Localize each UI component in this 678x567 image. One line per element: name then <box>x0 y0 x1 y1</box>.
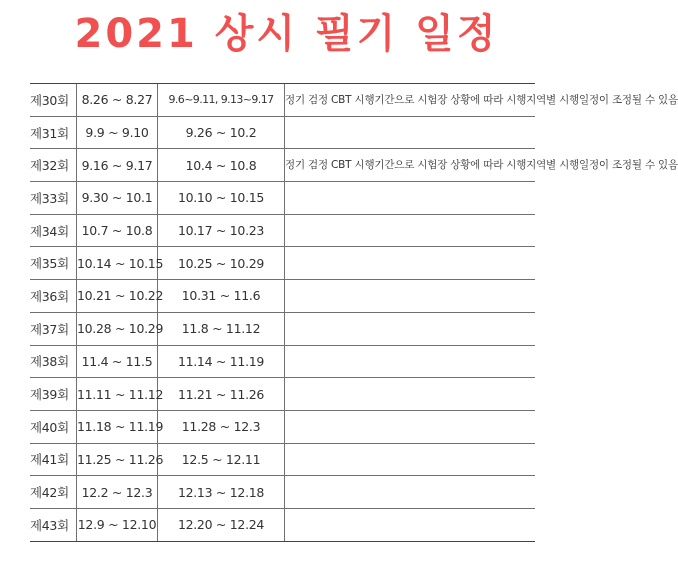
note-cell <box>285 378 536 411</box>
exam-period-cell: 9.6~9.11, 9.13~9.17 <box>158 84 285 117</box>
round-cell: 제39회 <box>30 378 77 411</box>
application-period-cell: 12.2 ~ 12.3 <box>77 476 158 509</box>
table-row <box>30 378 535 411</box>
table-row <box>30 312 535 345</box>
round-cell: 제36회 <box>30 280 77 313</box>
note-cell: 정기 검정 CBT 시행기간으로 시험장 상황에 따라 시행지역별 시행일정이 조정될 수 있음 <box>285 84 536 117</box>
page-title: 2021 상시 필기 일정 <box>74 11 499 57</box>
note-cell <box>285 182 536 215</box>
exam-period-cell: 12.20 ~ 12.24 <box>158 508 285 541</box>
note-cell <box>285 116 536 149</box>
table-row <box>30 476 535 509</box>
exam-period-cell: 10.31 ~ 11.6 <box>158 280 285 313</box>
note-cell <box>285 345 536 378</box>
exam-period-cell: 12.13 ~ 12.18 <box>158 476 285 509</box>
application-period-cell: 9.9 ~ 9.10 <box>77 116 158 149</box>
round-cell: 제40회 <box>30 410 77 443</box>
exam-schedule-body <box>30 84 678 542</box>
application-period-cell: 10.14 ~ 10.15 <box>77 247 158 280</box>
round-cell: 제43회 <box>30 508 77 541</box>
exam-period-cell: 10.4 ~ 10.8 <box>158 149 285 182</box>
exam-period-cell: 12.5 ~ 12.11 <box>158 443 285 476</box>
table-row <box>30 182 535 215</box>
application-period-cell: 10.7 ~ 10.8 <box>77 214 158 247</box>
exam-period-cell: 11.28 ~ 12.3 <box>158 410 285 443</box>
exam-period-cell: 11.14 ~ 11.19 <box>158 345 285 378</box>
note-cell <box>285 247 536 280</box>
exam-schedule-table <box>30 83 678 542</box>
application-period-cell: 8.26 ~ 8.27 <box>77 84 158 117</box>
note-cell <box>285 443 536 476</box>
round-cell: 제30회 <box>30 84 77 117</box>
application-period-cell: 11.4 ~ 11.5 <box>77 345 158 378</box>
round-cell: 제42회 <box>30 476 77 509</box>
round-cell: 제32회 <box>30 149 77 182</box>
table-row <box>30 116 535 149</box>
note-cell <box>285 214 536 247</box>
exam-period-cell: 10.17 ~ 10.23 <box>158 214 285 247</box>
note-cell <box>285 410 536 443</box>
round-cell: 제41회 <box>30 443 77 476</box>
application-period-cell: 12.9 ~ 12.10 <box>77 508 158 541</box>
table-row <box>30 149 535 182</box>
note-cell: 정기 검정 CBT 시행기간으로 시험장 상황에 따라 시행지역별 시행일정이 조정될 수 있음 <box>285 149 536 182</box>
application-period-cell: 10.28 ~ 10.29 <box>77 312 158 345</box>
note-cell <box>285 476 536 509</box>
table-row <box>30 345 535 378</box>
application-period-cell: 9.30 ~ 10.1 <box>77 182 158 215</box>
application-period-cell: 11.25 ~ 11.26 <box>77 443 158 476</box>
note-cell <box>285 312 536 345</box>
round-cell: 제37회 <box>30 312 77 345</box>
round-cell: 제33회 <box>30 182 77 215</box>
exam-period-cell: 10.25 ~ 10.29 <box>158 247 285 280</box>
round-cell: 제35회 <box>30 247 77 280</box>
application-period-cell: 10.21 ~ 10.22 <box>77 280 158 313</box>
table-row <box>30 508 535 541</box>
round-cell: 제31회 <box>30 116 77 149</box>
exam-period-cell: 11.8 ~ 11.12 <box>158 312 285 345</box>
note-cell <box>285 280 536 313</box>
round-cell: 제34회 <box>30 214 77 247</box>
application-period-cell: 9.16 ~ 9.17 <box>77 149 158 182</box>
note-cell <box>285 508 536 541</box>
application-period-cell: 11.18 ~ 11.19 <box>77 410 158 443</box>
exam-period-cell: 11.21 ~ 11.26 <box>158 378 285 411</box>
table-row <box>30 410 535 443</box>
table-row <box>30 443 535 476</box>
exam-period-cell: 9.26 ~ 10.2 <box>158 116 285 149</box>
table-row <box>30 247 535 280</box>
table-row <box>30 84 535 117</box>
round-cell: 제38회 <box>30 345 77 378</box>
exam-period-cell: 10.10 ~ 10.15 <box>158 182 285 215</box>
table-row <box>30 214 535 247</box>
application-period-cell: 11.11 ~ 11.12 <box>77 378 158 411</box>
table-row <box>30 280 535 313</box>
